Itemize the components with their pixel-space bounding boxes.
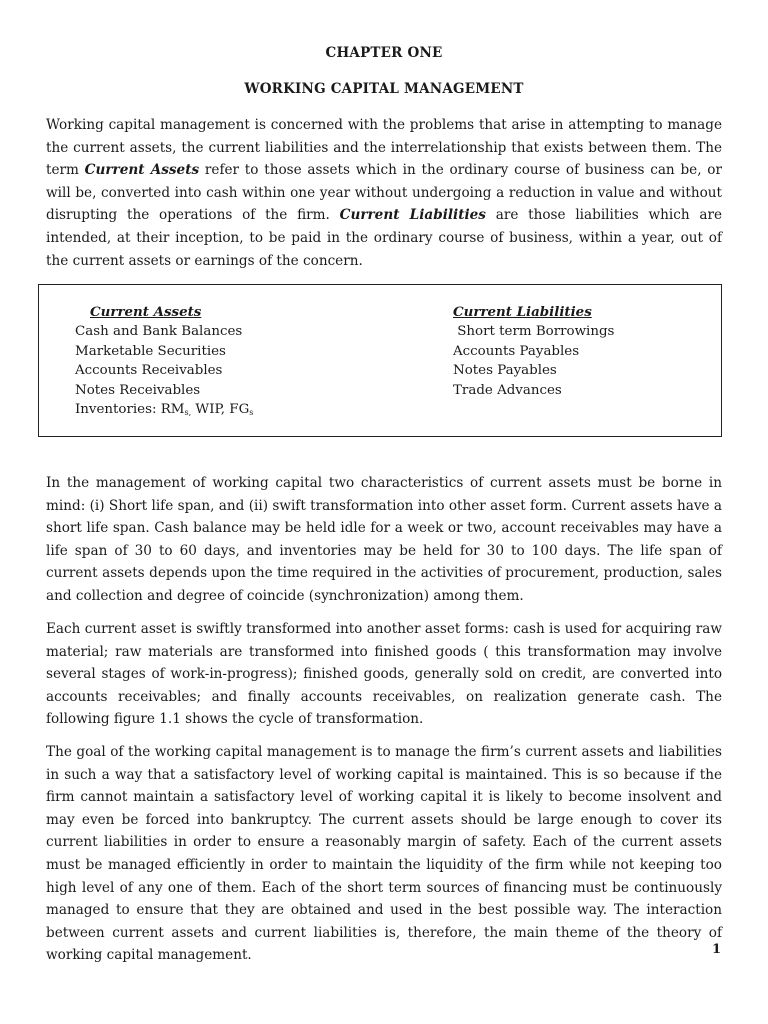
chapter-heading: CHAPTER ONE [325,45,443,61]
asset-item-inventories [75,400,253,422]
liability-item: Notes Payables [453,363,557,379]
inventories-subscript: s, [184,408,192,418]
asset-item: Accounts Receivables [75,363,223,379]
asset-item: Marketable Securities [75,343,226,359]
current-liabilities-heading: Current Liabilities [453,304,592,320]
assets-liabilities-box [38,284,722,437]
goal-paragraph: The goal of the working capital management is to manage the firm’s current assets and liabilities in such a way that a satisfactory level of working capital is maintained. This is so because if the firm cannot maintain a satisfactory level of working capital it is likely to become insolvent and may even be forced into bankruptcy. The current assets should be large enough to cover its current liabilities in order to ensure a reasonably margin of safety. Each of the current assets must be managed efficiently in order to maintain the liquidity of the firm while not keeping too high level of any one of them. Each of the short term sources of financing must be continuously managed to ensure that they are obtained and used in the best possible way. The interaction between current assets and current liabilities is, therefore, the main theme of the theory of working capital management. [46,744,722,964]
intro-text-1: Working capital management is concerned with the problems that arise in attempting to manage the current assets, the current liabilities and the interrelationship that exists between them. The term [46,117,722,179]
intro-text-3: are those liabilities which are intended, at their inception, to be paid in the ordinary course of business, within a year, out of the current assets or earnings of the concern. [46,207,723,269]
chapter-title: WORKING CAPITAL MANAGEMENT [244,81,524,97]
liability-item: Accounts Payables [453,343,580,359]
current-liabilities-column [453,303,614,400]
characteristics-paragraph: In the management of working capital two characteristics of current assets must be borne in mind: (i) Short life span, and (ii) swift transformation into other asset form. Current assets have a short life span. Cash balance may be held idle for a week or two, account receivables may have a life span of 30 to 60 days, and inventories may be held for 30 to 100 days. The life span of current assets depends upon the time required in the activities of procurement, production, sales and collection and degree of coincide (synchronization) among them. [46,475,722,604]
intro-paragraph [46,114,722,272]
asset-item: Notes Receivables [75,382,201,398]
transformation-paragraph: Each current asset is swiftly transformed into another asset forms: cash is used for acquiring raw material; raw materials are transformed into finished goods ( this transformation may involve several stages of work-in-progress); finished goods, generally sold on credit, are converted into accounts receivables; and finally accounts receivables, on realization generate cash. The following figure 1.1 shows the cycle of transformation. [46,621,722,728]
asset-item: Cash and Bank Balances [75,324,243,340]
inventories-mid: WIP, FG [191,402,250,418]
current-assets-column [75,303,253,422]
liability-item: Short term Borrowings [453,324,615,340]
term-current-assets: Current Assets [84,162,200,179]
intro-text-2: refer to those assets which in the ordinary course of business can be, or will be, converted into cash within one year without undergoing a reduction in value and without disrupting the operations of the firm. [46,162,722,224]
inventories-subscript: s [249,408,254,418]
page-number: 1 [712,942,722,957]
current-assets-heading: Current Assets [90,304,202,320]
liability-item: Trade Advances [453,382,562,398]
inventories-label: Inventories: RM [75,402,185,418]
term-current-liabilities: Current Liabilities [339,207,486,224]
